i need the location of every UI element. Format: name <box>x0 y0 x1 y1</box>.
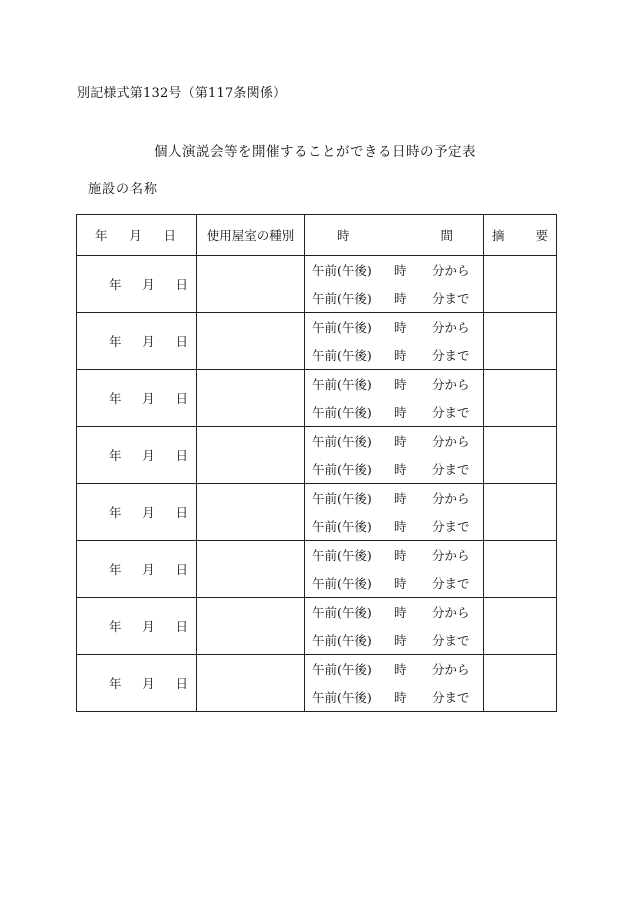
row-day-label: 日 <box>175 334 188 349</box>
ampm-label: 午前(午後) <box>312 519 372 534</box>
row-day-label: 日 <box>175 277 188 292</box>
hour-label: 時 <box>394 263 407 278</box>
minute-to-label: 分まで <box>432 690 470 705</box>
note-cell[interactable] <box>484 541 557 598</box>
time-end-line <box>305 569 483 597</box>
minute-from-label: 分から <box>432 434 470 449</box>
ampm-label: 午前(午後) <box>312 320 372 335</box>
row-year-label: 年 <box>109 676 122 691</box>
row-month-label: 月 <box>142 505 155 520</box>
header-day: 日 <box>163 228 176 243</box>
room-type-cell[interactable] <box>197 598 305 655</box>
date-cell[interactable] <box>77 370 197 427</box>
row-month-label: 月 <box>142 448 155 463</box>
time-start-line <box>305 313 483 341</box>
note-cell[interactable] <box>484 655 557 712</box>
minute-from-label: 分から <box>432 491 470 506</box>
row-year-label: 年 <box>109 277 122 292</box>
facility-name-label: 施設の名称 <box>88 182 159 197</box>
time-cell[interactable] <box>305 598 484 655</box>
hour-label: 時 <box>394 320 407 335</box>
minute-to-label: 分まで <box>432 291 470 306</box>
hour-label: 時 <box>394 377 407 392</box>
time-end-line <box>305 455 483 483</box>
time-start-line <box>305 484 483 512</box>
form-reference: 別記様式第132号（第117条関係） <box>77 86 287 101</box>
row-day-label: 日 <box>175 619 188 634</box>
minute-to-label: 分まで <box>432 405 470 420</box>
note-cell[interactable] <box>484 256 557 313</box>
header-row <box>77 215 557 256</box>
header-time-2: 間 <box>440 228 453 243</box>
document-title: 個人演説会等を開催することができる日時の予定表 <box>154 144 476 160</box>
date-cell[interactable] <box>77 541 197 598</box>
ampm-label: 午前(午後) <box>312 462 372 477</box>
hour-label: 時 <box>394 462 407 477</box>
time-cell[interactable] <box>305 313 484 370</box>
ampm-label: 午前(午後) <box>312 434 372 449</box>
hour-label: 時 <box>394 633 407 648</box>
room-type-cell[interactable] <box>197 370 305 427</box>
row-year-label: 年 <box>109 562 122 577</box>
room-type-cell[interactable] <box>197 541 305 598</box>
time-start-line <box>305 256 483 284</box>
room-type-cell[interactable] <box>197 313 305 370</box>
table-row <box>77 256 557 313</box>
ampm-label: 午前(午後) <box>312 348 372 363</box>
header-year: 年 <box>95 228 108 243</box>
note-cell[interactable] <box>484 313 557 370</box>
hour-label: 時 <box>394 605 407 620</box>
time-start-line <box>305 655 483 683</box>
ampm-label: 午前(午後) <box>312 377 372 392</box>
time-end-line <box>305 398 483 426</box>
room-type-cell[interactable] <box>197 484 305 541</box>
row-month-label: 月 <box>142 619 155 634</box>
hour-label: 時 <box>394 405 407 420</box>
row-year-label: 年 <box>109 505 122 520</box>
ampm-label: 午前(午後) <box>312 662 372 677</box>
room-type-cell[interactable] <box>197 427 305 484</box>
room-type-cell[interactable] <box>197 655 305 712</box>
ampm-label: 午前(午後) <box>312 633 372 648</box>
note-cell[interactable] <box>484 427 557 484</box>
ampm-label: 午前(午後) <box>312 576 372 591</box>
time-start-line <box>305 541 483 569</box>
time-end-line <box>305 512 483 540</box>
hour-label: 時 <box>394 548 407 563</box>
row-day-label: 日 <box>175 448 188 463</box>
note-cell[interactable] <box>484 370 557 427</box>
room-type-cell[interactable] <box>197 256 305 313</box>
time-cell[interactable] <box>305 256 484 313</box>
header-month: 月 <box>129 228 142 243</box>
minute-from-label: 分から <box>432 263 470 278</box>
time-end-line <box>305 341 483 369</box>
ampm-label: 午前(午後) <box>312 605 372 620</box>
table-row <box>77 313 557 370</box>
table-row <box>77 484 557 541</box>
row-month-label: 月 <box>142 391 155 406</box>
row-year-label: 年 <box>109 334 122 349</box>
header-note <box>484 215 557 256</box>
note-cell[interactable] <box>484 598 557 655</box>
minute-from-label: 分から <box>432 320 470 335</box>
schedule-table <box>76 214 557 712</box>
hour-label: 時 <box>394 291 407 306</box>
row-month-label: 月 <box>142 562 155 577</box>
ampm-label: 午前(午後) <box>312 491 372 506</box>
header-note-1: 摘 <box>492 228 505 243</box>
ampm-label: 午前(午後) <box>312 291 372 306</box>
header-room-type: 使用屋室の種別 <box>197 215 305 256</box>
row-month-label: 月 <box>142 277 155 292</box>
row-day-label: 日 <box>175 505 188 520</box>
row-year-label: 年 <box>109 619 122 634</box>
date-cell[interactable] <box>77 655 197 712</box>
date-cell[interactable] <box>77 313 197 370</box>
header-note-2: 要 <box>535 228 548 243</box>
header-date <box>77 215 197 256</box>
hour-label: 時 <box>394 434 407 449</box>
minute-from-label: 分から <box>432 605 470 620</box>
time-cell[interactable] <box>305 427 484 484</box>
row-day-label: 日 <box>175 676 188 691</box>
date-cell[interactable] <box>77 427 197 484</box>
table-row <box>77 541 557 598</box>
ampm-label: 午前(午後) <box>312 690 372 705</box>
minute-to-label: 分まで <box>432 348 470 363</box>
time-cell[interactable] <box>305 484 484 541</box>
header-time-1: 時 <box>337 228 350 243</box>
table-row <box>77 655 557 712</box>
minute-to-label: 分まで <box>432 576 470 591</box>
date-cell[interactable] <box>77 256 197 313</box>
table-row <box>77 370 557 427</box>
row-day-label: 日 <box>175 562 188 577</box>
table-row <box>77 427 557 484</box>
row-year-label: 年 <box>109 391 122 406</box>
hour-label: 時 <box>394 576 407 591</box>
minute-to-label: 分まで <box>432 519 470 534</box>
time-end-line <box>305 284 483 312</box>
minute-from-label: 分から <box>432 548 470 563</box>
hour-label: 時 <box>394 519 407 534</box>
minute-from-label: 分から <box>432 377 470 392</box>
ampm-label: 午前(午後) <box>312 405 372 420</box>
date-cell[interactable] <box>77 484 197 541</box>
time-start-line <box>305 370 483 398</box>
time-cell[interactable] <box>305 655 484 712</box>
ampm-label: 午前(午後) <box>312 548 372 563</box>
time-start-line <box>305 427 483 455</box>
hour-label: 時 <box>394 348 407 363</box>
minute-to-label: 分まで <box>432 633 470 648</box>
ampm-label: 午前(午後) <box>312 263 372 278</box>
row-month-label: 月 <box>142 676 155 691</box>
hour-label: 時 <box>394 690 407 705</box>
time-cell[interactable] <box>305 370 484 427</box>
minute-to-label: 分まで <box>432 462 470 477</box>
time-end-line <box>305 626 483 654</box>
date-cell[interactable] <box>77 598 197 655</box>
time-end-line <box>305 683 483 711</box>
row-month-label: 月 <box>142 334 155 349</box>
table-row <box>77 598 557 655</box>
header-time <box>305 215 484 256</box>
minute-from-label: 分から <box>432 662 470 677</box>
row-year-label: 年 <box>109 448 122 463</box>
time-start-line <box>305 598 483 626</box>
hour-label: 時 <box>394 491 407 506</box>
row-day-label: 日 <box>175 391 188 406</box>
hour-label: 時 <box>394 662 407 677</box>
time-cell[interactable] <box>305 541 484 598</box>
note-cell[interactable] <box>484 484 557 541</box>
